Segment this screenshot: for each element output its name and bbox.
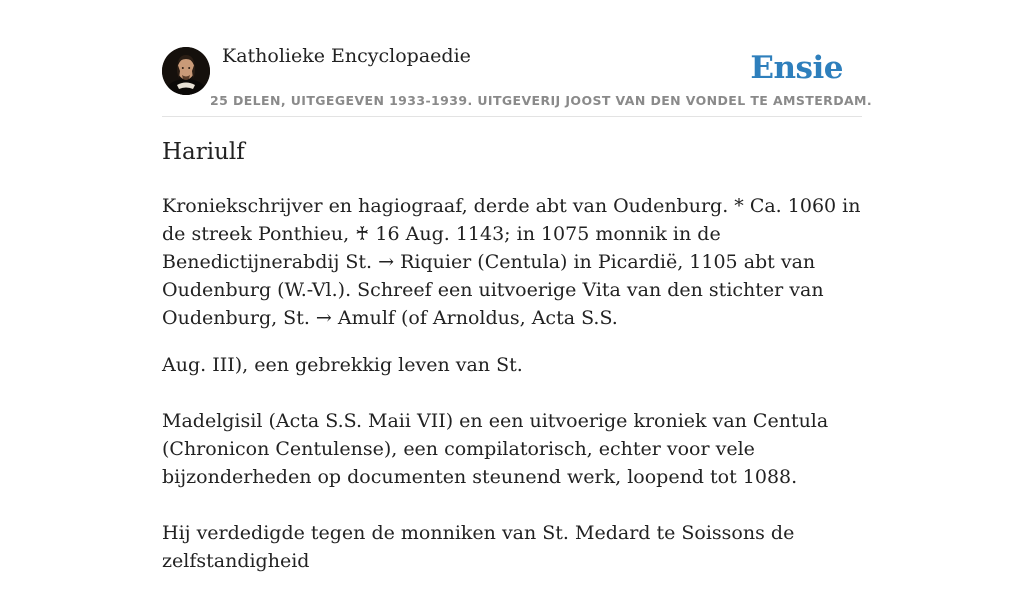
brand-logo-link[interactable]: Ensie [750, 50, 843, 86]
entry-body [162, 192, 862, 594]
source-meta: 25 DELEN, UITGEGEVEN 1933-1939. UITGEVERIJ JOOST VAN DEN VONDEL TE AMSTERDAM. [210, 93, 873, 108]
portrait-icon [162, 47, 210, 95]
entry-title: Hariulf [162, 139, 245, 165]
entry-paragraph: Madelgisil (Acta S.S. Maii VII) en een uitvoerige kroniek van Centula (Chronicon Centulense), een compilatorisch, echter voor vele bijzonderheden op documenten steunend werk, loopend tot 1088. [162, 410, 829, 488]
source-header [162, 0, 873, 117]
source-title[interactable]: Katholieke Encyclopaedie [222, 45, 471, 67]
entry-paragraph: Kroniekschrijver en hagiograaf, derde abt van Oudenburg. * Ca. 1060 in de streek Ponthieu, ♰ 16 Aug. 1143; in 1075 monnik in de Benedictijnerabdij St. → Riquier (Centula) in Picardië, 1105 abt van Oudenburg (W.-Vl.). Schreef een uitvoerige Vita van den stichter van Oudenburg, St. → Amulf (of Arnoldus, Acta S.S. [162, 195, 861, 329]
entry-paragraph: Aug. III), een gebrekkig leven van St. [162, 354, 523, 376]
page [162, 0, 873, 572]
source-avatar[interactable] [162, 47, 210, 95]
entry-paragraph: Hij verdedigde tegen de monniken van St. Medard te Soissons de zelfstandigheid [162, 522, 795, 572]
